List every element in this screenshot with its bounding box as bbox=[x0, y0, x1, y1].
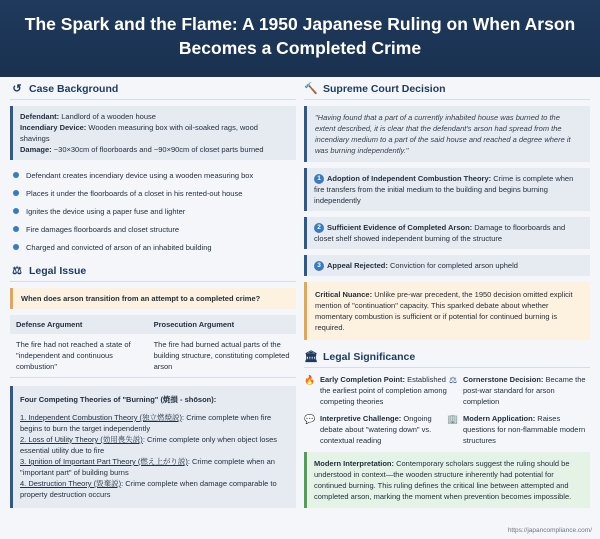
table-row bbox=[10, 334, 296, 378]
significance-desc: Established the earliest point of completion among competing theories bbox=[320, 375, 447, 407]
footer-url[interactable]: https://japancompliance.com/ bbox=[507, 527, 592, 534]
damage-label: Damage: bbox=[20, 145, 52, 154]
defendant-row bbox=[20, 111, 289, 122]
number-badge: 3 bbox=[314, 261, 324, 271]
critical-nuance-box bbox=[304, 282, 590, 340]
decision-point bbox=[304, 217, 590, 249]
balance-icon: ⚖ bbox=[448, 375, 458, 386]
theories-title: Four Competing Theories of "Burning" (焼損 - shōson): bbox=[20, 395, 217, 404]
table-header-row bbox=[10, 315, 296, 334]
significance-item bbox=[447, 413, 590, 446]
theory-text: : Crime complete when fire begins to burn the target independently bbox=[20, 413, 272, 433]
significance-item bbox=[304, 374, 447, 407]
legal-issue-heading bbox=[10, 264, 296, 282]
right-column bbox=[304, 82, 590, 508]
significance-label: Cornerstone Decision: bbox=[463, 375, 544, 385]
decision-quote: "Having found that a part of a currently inhabited house was burned to the extent described, it is clear that the defendant's arson had spread from the incendiary medium to a part of the said house and reached a degree where it was burning independently." bbox=[304, 106, 590, 162]
building-icon: 🏢 bbox=[447, 414, 459, 425]
list-item bbox=[10, 166, 296, 184]
theories-box bbox=[10, 386, 296, 508]
theory-item bbox=[20, 412, 289, 434]
nuance-label: Critical Nuance: bbox=[315, 290, 373, 300]
significance-text bbox=[320, 413, 447, 446]
theory-item bbox=[20, 478, 289, 500]
point-label: Adoption of Independent Combustion Theory: bbox=[327, 174, 492, 183]
nuance-text: Unlike pre-war precedent, the 1950 decision omitted explicit mention of "continuation" capacity. This sparked debate about whether momentary combustion is sufficient or if potential for continued burning is required. bbox=[315, 290, 573, 333]
theory-item bbox=[20, 434, 289, 456]
significance-heading bbox=[304, 350, 590, 368]
device-value: Wooden measuring box with oil-soaked rags, wood shavings bbox=[20, 123, 258, 143]
significance-label: Early Completion Point: bbox=[320, 375, 406, 385]
significance-grid bbox=[304, 374, 590, 452]
point-label: Appeal Rejected: bbox=[327, 261, 388, 271]
defendant-label: Defendant: bbox=[20, 112, 60, 121]
significance-item bbox=[304, 413, 447, 446]
bullet-text: Charged and convicted of arson of an inhabited building bbox=[26, 242, 212, 252]
theory-item bbox=[20, 456, 289, 478]
significance-label: Modern Application: bbox=[463, 414, 536, 424]
point-text: Damage to floorboards and closet shelf showed independent burning of the structure bbox=[314, 223, 566, 244]
modern-interpretation-box bbox=[304, 452, 590, 508]
bullet-dot-icon bbox=[13, 172, 19, 178]
device-row bbox=[20, 122, 289, 144]
bullet-text: Ignites the device using a paper fuse and lighter bbox=[26, 206, 186, 216]
bullet-text: Defendant creates incendiary device using a wooden measuring box bbox=[26, 170, 254, 180]
theory-name: 3. Ignition of Important Part Theory (燃え上がり説) bbox=[20, 457, 188, 466]
significance-desc: Became the post-war standard for arson completion bbox=[463, 375, 586, 407]
significance-item bbox=[447, 374, 590, 407]
case-facts-box bbox=[10, 106, 296, 160]
courthouse-icon: 🏛 bbox=[304, 351, 318, 364]
flame-icon: 🔥 bbox=[304, 375, 316, 386]
bullet-text: Fire damages floorboards and closet structure bbox=[26, 224, 179, 234]
point-text: Conviction for completed arson upheld bbox=[387, 261, 518, 271]
prosecution-cell: The fire had burned actual parts of the building structure, constituting completed arson bbox=[148, 334, 296, 378]
decision-point bbox=[304, 255, 590, 276]
theory-name: 4. Destruction Theory (毀棄説) bbox=[20, 479, 122, 488]
scales-icon: ⚖ bbox=[12, 265, 22, 277]
decision-heading bbox=[304, 82, 590, 100]
device-label: Incendiary Device: bbox=[20, 123, 87, 132]
gavel-icon: 🔨 bbox=[304, 83, 318, 95]
bullet-dot-icon bbox=[13, 226, 19, 232]
significance-text bbox=[320, 374, 447, 407]
legal-question: When does arson transition from an attempt to a completed crime? bbox=[10, 288, 296, 309]
damage-row bbox=[20, 144, 289, 155]
legal-issue-title: Legal Issue bbox=[29, 264, 87, 277]
modern-text: Contemporary scholars suggest the ruling should be understood in context—the wooden structure inherently had potential for continued burning. This ruling defines the critical line between attempted and completed arson, marking the moment when prevention becomes impossible. bbox=[314, 459, 572, 502]
point-text: Crime is complete when fire transfers from the initial medium to the building and begins burning independently bbox=[314, 174, 574, 206]
significance-text bbox=[463, 413, 590, 446]
significance-desc: Ongoing debate about "watering down" vs. contextual reading bbox=[320, 414, 432, 446]
number-badge: 1 bbox=[314, 174, 324, 184]
theory-name: 1. Independent Combustion Theory (独立燃焼説) bbox=[20, 413, 183, 422]
point-label: Sufficient Evidence of Completed Arson: bbox=[327, 223, 473, 233]
bullet-dot-icon bbox=[13, 244, 19, 250]
left-column bbox=[10, 82, 296, 508]
list-item bbox=[10, 238, 296, 256]
decision-point bbox=[304, 168, 590, 211]
modern-label: Modern Interpretation: bbox=[314, 459, 394, 469]
damage-value: ~30×30cm of floorboards and ~90×90cm of closet parts burned bbox=[53, 145, 264, 154]
history-icon: ↺ bbox=[12, 83, 22, 95]
case-background-heading bbox=[10, 82, 296, 100]
case-background-title: Case Background bbox=[29, 82, 119, 95]
significance-text bbox=[463, 374, 590, 407]
number-badge: 2 bbox=[314, 223, 324, 233]
prosecution-header: Prosecution Argument bbox=[148, 315, 296, 334]
chat-icon: 💬 bbox=[304, 414, 316, 425]
theory-text: : Crime complete when an "important part" of building burns bbox=[20, 457, 275, 477]
defense-header: Defense Argument bbox=[10, 315, 148, 334]
list-item bbox=[10, 202, 296, 220]
bullet-dot-icon bbox=[13, 190, 19, 196]
significance-title: Legal Significance bbox=[323, 350, 416, 363]
list-item bbox=[10, 184, 296, 202]
theory-text: : Crime complete only when object loses essential utility due to fire bbox=[20, 435, 278, 455]
defendant-value: Landlord of a wooden house bbox=[61, 112, 156, 121]
bullet-text: Places it under the floorboards of a closet in his rented-out house bbox=[26, 188, 243, 198]
decision-title: Supreme Court Decision bbox=[323, 82, 446, 95]
page-header bbox=[0, 0, 600, 77]
list-item bbox=[10, 220, 296, 238]
bullet-dot-icon bbox=[13, 208, 19, 214]
significance-label: Interpretive Challenge: bbox=[320, 414, 402, 424]
page-title: The Spark and the Flame: A 1950 Japanese Ruling on When Arson Becomes a Completed Crime bbox=[24, 14, 576, 58]
case-timeline bbox=[10, 166, 296, 256]
defense-cell: The fire had not reached a state of "independent and continuous combustion" bbox=[10, 334, 148, 378]
theory-name: 2. Loss of Utility Theory (効用喪失説) bbox=[20, 435, 143, 444]
significance-desc: Raises questions for non-flammable modern structures bbox=[463, 414, 586, 446]
arguments-table bbox=[10, 315, 296, 378]
theory-text: : Crime complete when damage comparable to property destruction occurs bbox=[20, 479, 277, 499]
